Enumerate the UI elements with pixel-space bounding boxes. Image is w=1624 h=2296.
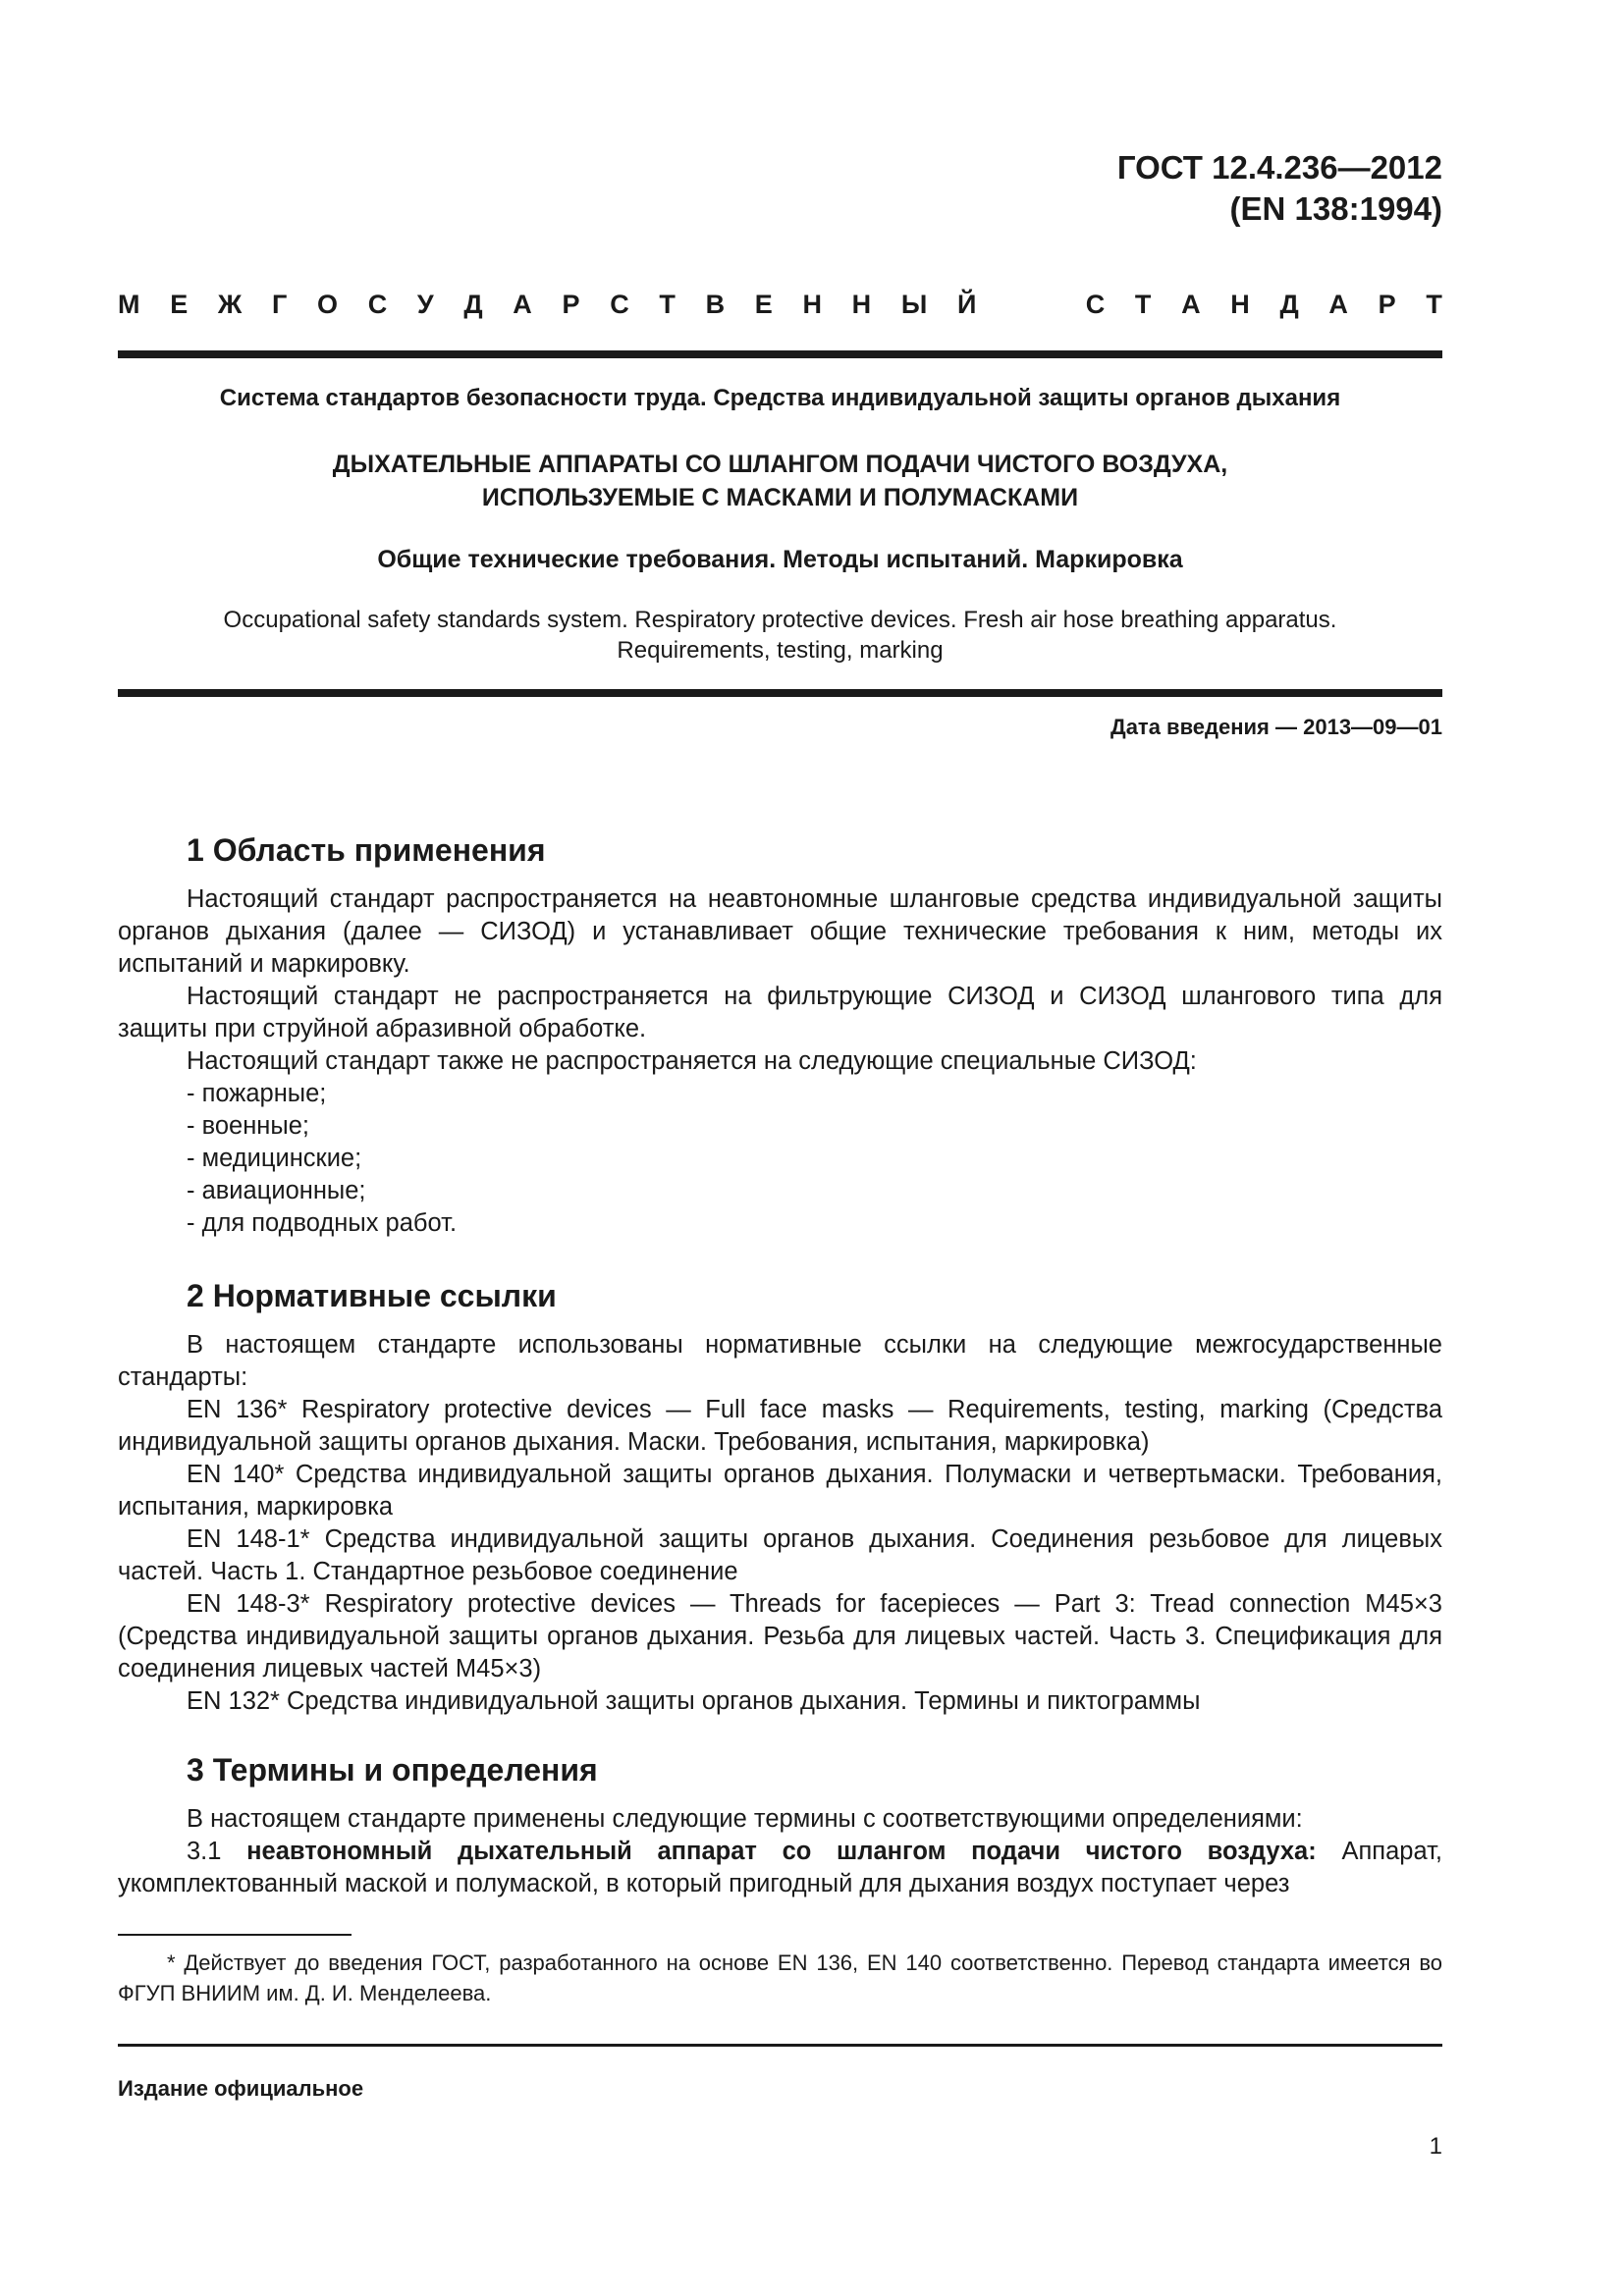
- banner-letter: Й: [956, 290, 977, 319]
- list-item: - медицинские;: [187, 1145, 362, 1172]
- footer-rule: [118, 2044, 1442, 2047]
- section-3-paragraph: В настоящем стандарте применены следующие термины с соответствующими определениями:: [187, 1805, 1303, 1833]
- section-1-paragraph: Настоящий стандарт не распространяется на фильтрующие СИЗОД и СИЗОД шлангового типа для защиты при струйной абразивной обработке.: [118, 983, 1442, 1042]
- banner-letter: Д: [463, 290, 483, 319]
- banner-letter: Н: [1230, 290, 1250, 319]
- reference-item: EN 148-3* Respiratory protective devices — Threads for facepieces — Part 3: Tread connection M45×3 (Средства индивидуальной защиты органов дыхания. Резьба для лицевых частей. Часть 3. Спецификация для соединения лицевых частей M45×3): [118, 1590, 1442, 1682]
- banner-letter: Т: [1134, 290, 1152, 319]
- english-title: [118, 605, 1442, 666]
- reference-item: EN 140* Средства индивидуальной защиты органов дыхания. Полумаски и четвертьмаски. Требования, испытания, маркировка: [118, 1461, 1442, 1521]
- reference-item: EN 132* Средства индивидуальной защиты органов дыхания. Термины и пиктограммы: [187, 1687, 1201, 1715]
- section-1-heading: 1 Область применения: [187, 832, 546, 868]
- english-title-line2: Requirements, testing, marking: [617, 637, 944, 664]
- banner-letter: С: [610, 290, 629, 319]
- gost-number-block: [1117, 147, 1442, 230]
- banner-letter: Е: [754, 290, 773, 319]
- interstate-standard-banner: [118, 288, 1442, 321]
- introduction-date: Дата введения — 2013—09—01: [1110, 715, 1442, 739]
- section-2-body: [118, 1329, 1442, 1718]
- top-rule: [118, 350, 1442, 358]
- banner-letter: Г: [271, 290, 288, 319]
- subtitle: Общие технические требования. Методы испытаний. Маркировка: [377, 546, 1183, 573]
- banner-letter: Т: [1426, 290, 1442, 319]
- term-number: 3.1: [187, 1838, 222, 1865]
- section-1-body: [118, 883, 1442, 1240]
- edition-label: Издание официальное: [118, 2076, 364, 2101]
- banner-letter: Ы: [900, 290, 928, 319]
- list-item: - для подводных работ.: [187, 1209, 458, 1237]
- term-text: Аппарат, укомплектованный маской и полумаской, в который пригодный для дыхания воздух поступает через: [118, 1838, 1443, 1897]
- banner-letter: Н: [851, 290, 872, 319]
- banner-letter: О: [316, 290, 338, 319]
- footnote-text: * Действует до введения ГОСТ, разработанного на основе EN 136, EN 140 соответственно. Перевод стандарта имеется во ФГУП ВНИИМ им. Д. И. Менделеева.: [118, 1950, 1442, 2005]
- banner-letter: В: [705, 290, 726, 319]
- section-3-heading: 3 Термины и определения: [187, 1752, 598, 1788]
- banner-letter: А: [1328, 290, 1348, 319]
- gost-number: ГОСТ 12.4.236—2012: [1116, 149, 1442, 186]
- reference-item: EN 148-1* Средства индивидуальной защиты органов дыхания. Соединения резьбовое для лицевых частей. Часть 1. Стандартное резьбовое соединение: [118, 1525, 1442, 1585]
- term-definition: [118, 1836, 1442, 1900]
- banner-letter: А: [513, 290, 532, 319]
- english-title-line1: Occupational safety standards system. Respiratory protective devices. Fresh air hose breathing apparatus.: [223, 607, 1337, 633]
- reference-item: EN 136* Respiratory protective devices — Full face masks — Requirements, testing, marking (Средства индивидуальной защиты органов дыхания. Маски. Требования, испытания, маркировка): [118, 1396, 1442, 1456]
- banner-letter: А: [1181, 290, 1201, 319]
- banner-letter: С: [1085, 290, 1106, 319]
- section-2-heading: 2 Нормативные ссылки: [187, 1278, 557, 1313]
- banner-letter: Н: [802, 290, 822, 319]
- section-2-paragraph: В настоящем стандарте использованы нормативные ссылки на следующие межгосударственные стандарты:: [118, 1331, 1442, 1391]
- list-item: - авиационные;: [187, 1177, 366, 1204]
- banner-word-gap: [1006, 288, 1056, 321]
- system-title: Система стандартов безопасности труда. Средства индивидуальной защиты органов дыхания: [219, 385, 1341, 411]
- main-title: [118, 448, 1442, 514]
- banner-letter: С: [367, 290, 388, 319]
- section-1-paragraph: Настоящий стандарт также не распространяется на следующие специальные СИЗОД:: [187, 1047, 1197, 1075]
- main-title-line2: ИСПОЛЬЗУЕМЫЕ С МАСКАМИ И ПОЛУМАСКАМИ: [481, 484, 1079, 511]
- main-title-line1: ДЫХАТЕЛЬНЫЕ АППАРАТЫ СО ШЛАНГОМ ПОДАЧИ ЧИСТОГО ВОЗДУХА,: [332, 451, 1228, 478]
- banner-letter: М: [118, 290, 140, 319]
- banner-letter: Ж: [217, 290, 243, 319]
- list-item: - пожарные;: [187, 1080, 327, 1107]
- term-name: неавтономный дыхательный аппарат со шлангом подачи чистого воздуха:: [246, 1838, 1317, 1865]
- banner-letter: Е: [170, 290, 189, 319]
- title-bottom-rule: [118, 689, 1442, 697]
- banner-letter: У: [416, 290, 434, 319]
- banner-letter: Т: [659, 290, 676, 319]
- banner-letter: Р: [1378, 290, 1396, 319]
- banner-letter: Д: [1279, 290, 1299, 319]
- section-3-body: [118, 1803, 1442, 1900]
- section-1-paragraph: Настоящий стандарт распространяется на неавтономные шланговые средства индивидуальной защиты органов дыхания (далее — СИЗОД) и устанавливает общие технические требования к ним, методы их испытаний и маркировку.: [118, 885, 1442, 978]
- page-number: 1: [1429, 2133, 1442, 2160]
- footnote-rule: [118, 1934, 352, 1936]
- list-item: - военные;: [187, 1112, 309, 1140]
- banner-letter: Р: [562, 290, 580, 319]
- en-number: (EN 138:1994): [1229, 190, 1442, 227]
- footnote: [118, 1948, 1442, 2008]
